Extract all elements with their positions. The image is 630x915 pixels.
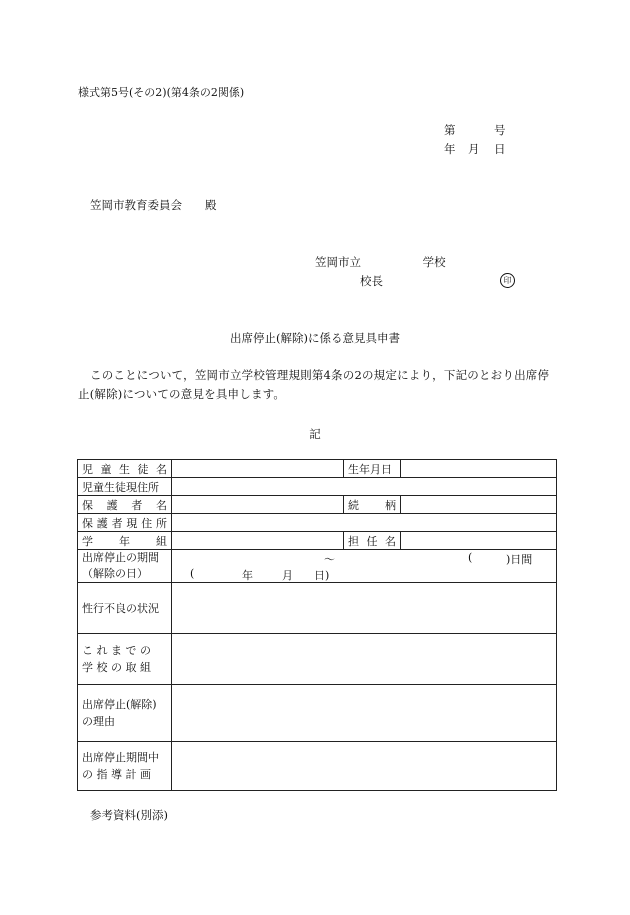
release-year: 年	[242, 569, 253, 582]
table-row	[78, 496, 557, 514]
grade-class-label: 学年組	[78, 532, 172, 550]
relationship-label: 続 柄	[344, 496, 401, 514]
period-label	[78, 550, 172, 583]
document-title: 出席停止(解除)に係る意見具申書	[230, 331, 400, 345]
period-field[interactable]	[172, 550, 557, 583]
school-efforts-label	[78, 634, 172, 685]
period-label-line1: 出席停止の期間	[82, 551, 159, 564]
guardian-name-label: 保護者名	[78, 496, 172, 514]
student-name-label: 児童生徒名	[78, 460, 172, 478]
school-prefix: 笠岡市立	[315, 255, 361, 269]
relationship-field[interactable]	[401, 496, 557, 514]
date-year: 年	[444, 142, 456, 156]
guardian-address-label: 保護者現住所	[78, 514, 172, 532]
table-row	[78, 460, 557, 478]
misconduct-label: 性行不良の状況	[78, 583, 172, 634]
birth-date-field[interactable]	[401, 460, 557, 478]
reason-line2: の理由	[82, 715, 115, 728]
guidance-field[interactable]	[172, 742, 557, 791]
ki-label: 記	[309, 427, 321, 441]
table-row	[78, 550, 557, 583]
release-month: 月	[282, 569, 293, 582]
grade-class-field[interactable]	[172, 532, 344, 550]
student-address-label: 児童生徒現住所	[78, 478, 172, 496]
teacher-field[interactable]	[401, 532, 557, 550]
period-days-open: (	[468, 551, 473, 564]
teacher-label: 担任名	[344, 532, 401, 550]
period-label-line2: （解除の日）	[82, 567, 148, 580]
reason-line1: 出席停止(解除)	[82, 698, 157, 711]
misconduct-field[interactable]	[172, 583, 557, 634]
table-row	[78, 634, 557, 685]
date-day: 日	[494, 142, 506, 156]
application-table	[77, 459, 557, 791]
school-suffix: 学校	[422, 255, 446, 269]
period-days-close: )日間	[506, 553, 533, 566]
reference-note: 参考資料(別添)	[90, 808, 168, 822]
table-row	[78, 685, 557, 742]
table-row	[78, 532, 557, 550]
number-suffix: 号	[494, 123, 506, 137]
reason-field[interactable]	[172, 685, 557, 742]
guardian-address-field[interactable]	[172, 514, 557, 532]
guidance-label	[78, 742, 172, 791]
body-text: このことについて，笠岡市立学校管理規則第4条の2の規定により，下記のとおり出席停止(解除)についての意見を具申します。	[78, 368, 550, 401]
form-code: 様式第5号(その2)(第4条の2関係)	[78, 86, 245, 99]
school-efforts-line1: こ れ ま で の	[82, 644, 151, 657]
date-month: 月	[468, 142, 480, 156]
addressee: 笠岡市教育委員会 殿	[90, 198, 217, 212]
release-day: 日)	[314, 569, 330, 582]
table-row	[78, 583, 557, 634]
reason-label	[78, 685, 172, 742]
number-prefix: 第	[444, 123, 456, 137]
student-address-field[interactable]	[172, 478, 557, 496]
table-row	[78, 742, 557, 791]
birth-date-label: 生年月日	[344, 460, 401, 478]
seal-mark: 印	[500, 273, 515, 288]
period-tilde: ～	[324, 553, 335, 566]
school-name	[315, 254, 446, 270]
student-name-field[interactable]	[172, 460, 344, 478]
guardian-name-field[interactable]	[172, 496, 344, 514]
principal-label: 校長	[360, 274, 383, 288]
table-row	[78, 478, 557, 496]
table-row	[78, 514, 557, 532]
school-efforts-line2: 学 校 の 取 組	[82, 661, 151, 674]
release-open: (	[190, 567, 195, 580]
guidance-line2: の 指 導 計 画	[82, 768, 151, 781]
school-efforts-field[interactable]	[172, 634, 557, 685]
guidance-line1: 出席停止期間中	[82, 751, 159, 764]
